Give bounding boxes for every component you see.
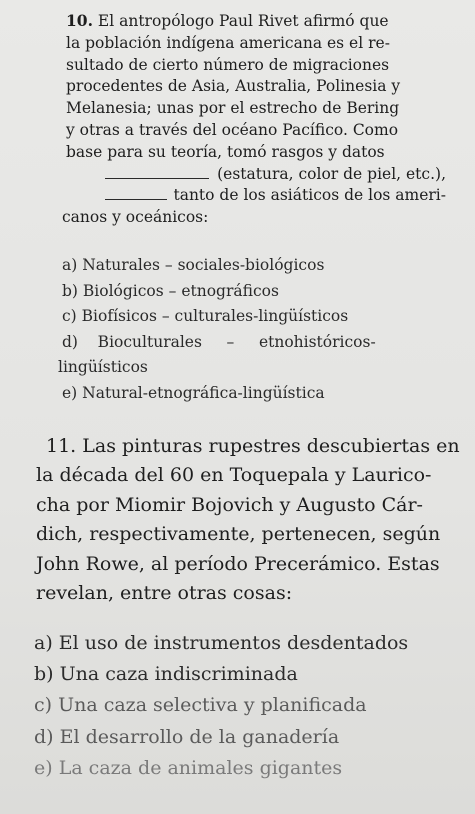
option-c: c) Una caza selectiva y planificada [34, 694, 367, 717]
question-10-options [58, 253, 462, 406]
q10-number: 10. [66, 11, 93, 30]
q11-line: la década del 60 en Toquepala y Laurico- [36, 464, 432, 487]
q11-line: dich, respectivamente, pertenecen, según [36, 523, 441, 546]
q10-line: Melanesia; unas por el estrecho de Bering [66, 99, 400, 118]
option-d: d) El desarrollo de la ganadería [34, 725, 340, 748]
q10-line: tanto de los asiáticos de los ameri- [66, 185, 446, 207]
option-a: a) Naturales – sociales-biológicos [62, 256, 325, 274]
option-d: d) Bioculturales – etnohistóricos- [62, 332, 376, 351]
q10-line: procedentes de Asia, Australia, Polinesia y [66, 77, 401, 96]
q10-line: sultado de cierto número de migraciones [66, 55, 390, 74]
option-d-continued: lingüísticos [58, 358, 148, 376]
option-b: b) Una caza indiscriminada [34, 663, 298, 686]
q10-line: y otras a través del océano Pacífico. Como [66, 120, 399, 139]
q10-line: la población indígena americana es el re- [66, 33, 390, 52]
q11-line: 11. Las pinturas rupestres descubiertas en [46, 435, 460, 457]
question-11 [36, 432, 460, 608]
q10-line: base para su teoría, tomó rasgos y datos [66, 142, 385, 161]
q11-line: John Rowe, al período Precerámico. Estas [36, 552, 440, 575]
answer-blank-2 [105, 198, 167, 200]
question-10 [62, 10, 446, 229]
option-e: e) La caza de animales gigantes [34, 756, 343, 779]
q10-line: canos y oceánicos: [62, 208, 209, 227]
q11-line: revelan, entre otras cosas: [36, 582, 293, 605]
q10-line: (estatura, color de piel, etc.), [66, 164, 446, 186]
answer-blank-1 [105, 177, 209, 179]
option-a: a) El uso de instrumentos desdentados [34, 632, 409, 654]
q10-line: 10. El antropólogo Paul Rivet afirmó que [66, 11, 389, 30]
q11-line: cha por Miomir Bojovich y Augusto Cár- [36, 493, 423, 516]
question-11-options [34, 628, 464, 784]
option-c: c) Biofísicos – culturales-lingüísticos [62, 307, 349, 325]
option-b: b) Biológicos – etnográficos [62, 281, 279, 300]
option-e: e) Natural-etnográfica-lingüística [62, 383, 325, 402]
